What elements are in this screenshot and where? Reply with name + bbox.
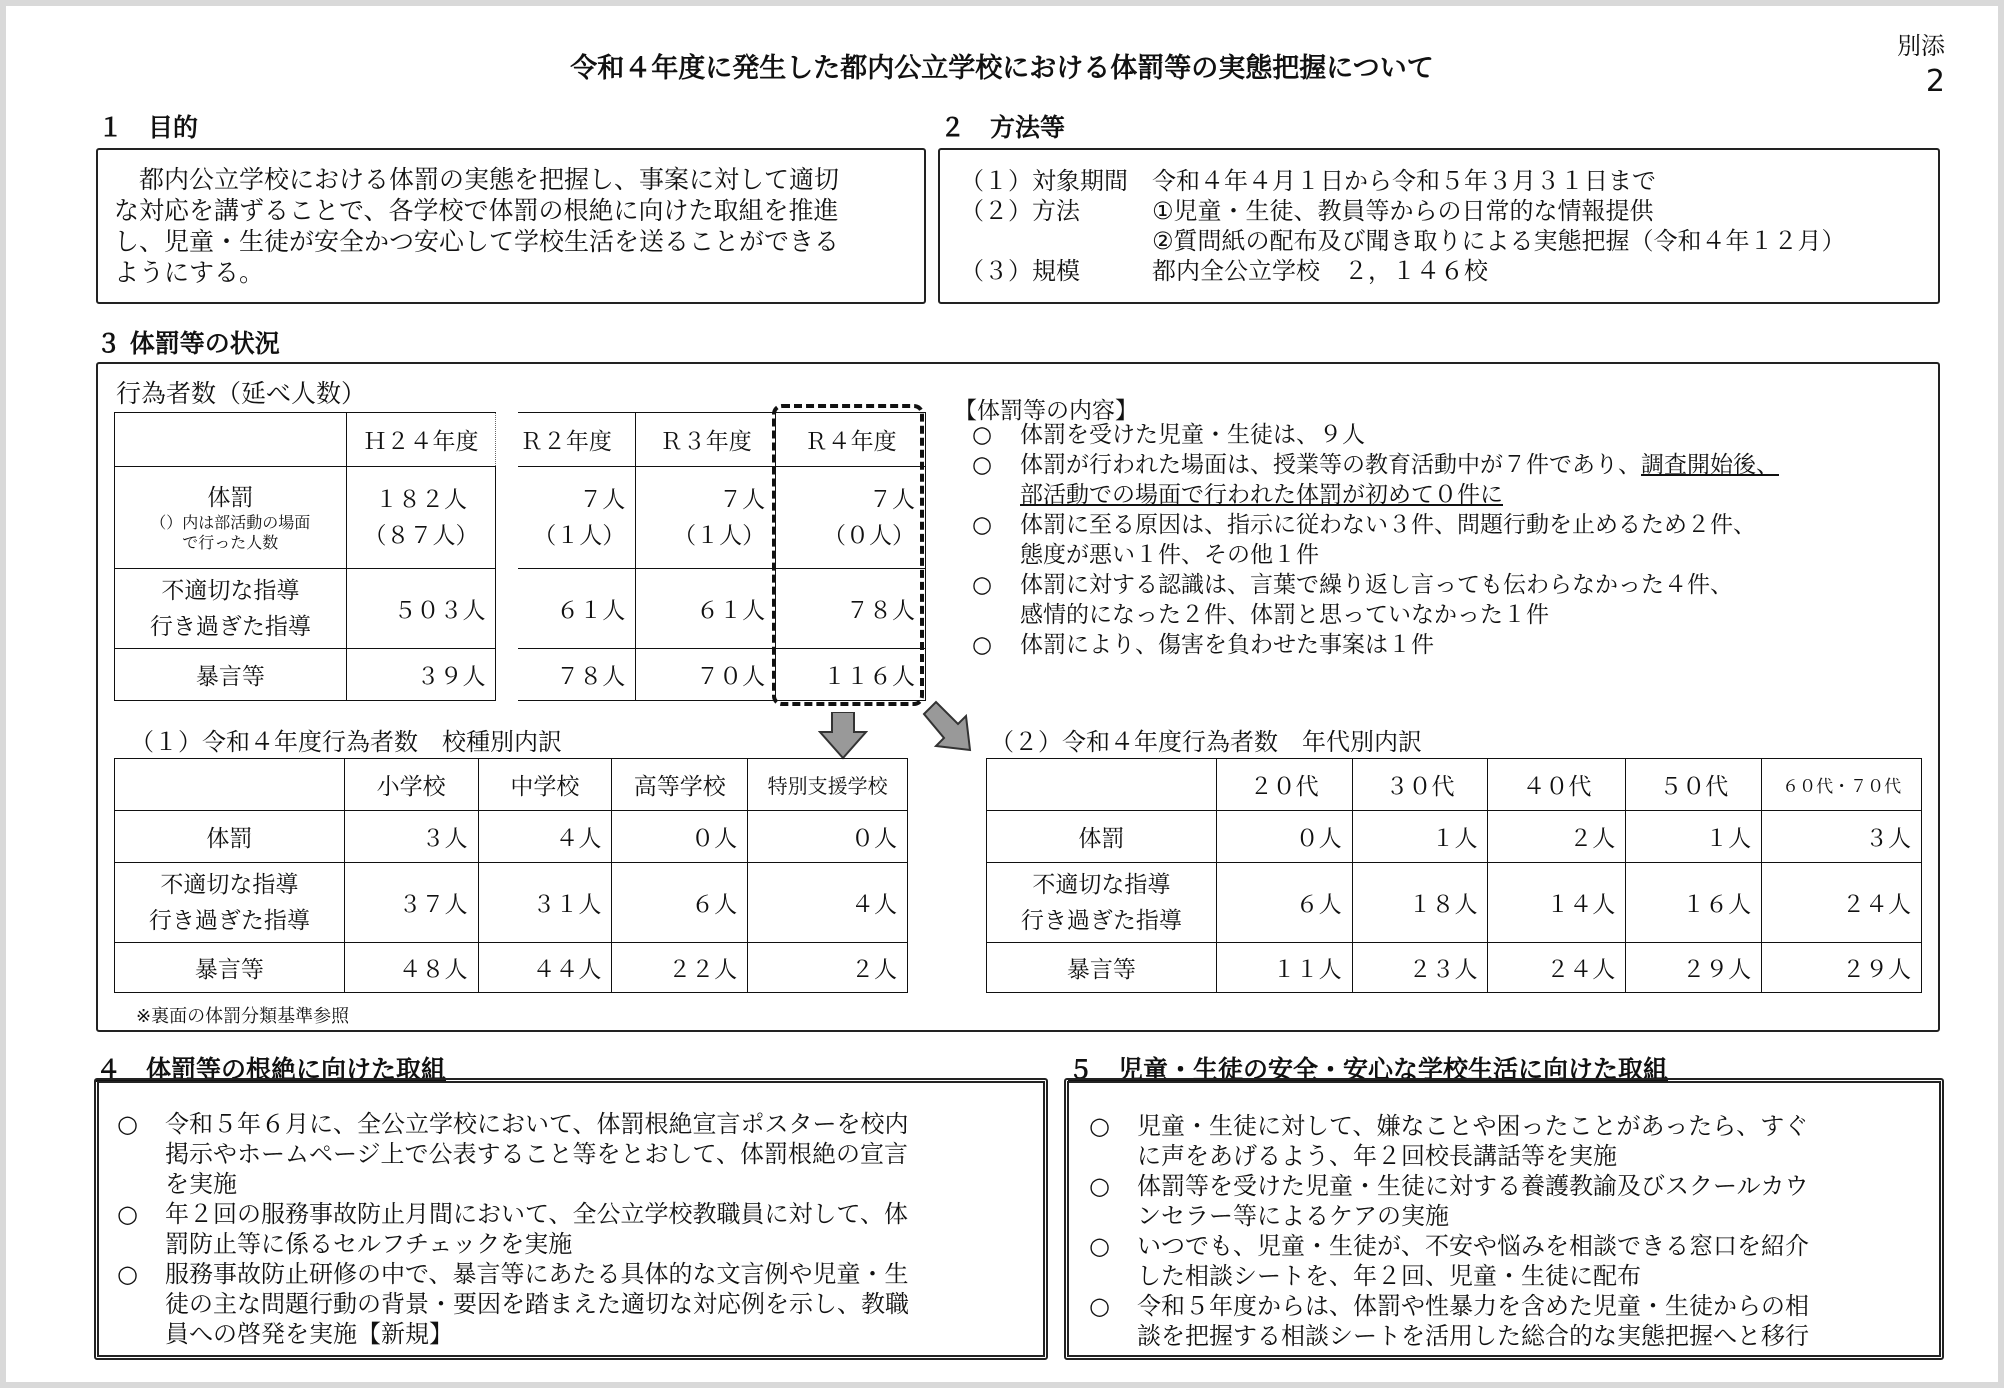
item-line: 員への啓発を実施【新規】 — [165, 1320, 453, 1348]
method-box — [938, 148, 1940, 304]
item-line: に声をあげるよう、年２回校長講話等を実施 — [1137, 1142, 1617, 1170]
row-label-taibatsu — [115, 467, 347, 569]
bullet-icon: ○ — [1089, 1112, 1110, 1140]
document-title: 令和４年度に発生した都内公立学校における体罰等の実態把握について — [570, 53, 1434, 84]
cell: １１６人 — [776, 649, 926, 701]
row-label-bougen: 暴言等 — [115, 649, 347, 701]
cell: ２４人 — [1762, 863, 1922, 943]
label-text: 不適切な指導 — [161, 577, 300, 604]
cell: ６１人 — [636, 569, 776, 649]
content-heading: 【体罰等の内容】 — [954, 398, 1138, 424]
footnote: ※裏面の体罰分類基準参照 — [136, 1006, 350, 1027]
list-item — [1089, 1291, 1929, 1351]
label-note: で行った人数 — [182, 532, 279, 552]
header-60s-70s: ６０代・７０代 — [1762, 759, 1922, 811]
bullet-icon: ○ — [1089, 1172, 1110, 1200]
purpose-box — [96, 148, 926, 304]
item-line: 児童・生徒に対して、嫌なことや困ったことがあったら、すぐ — [1137, 1112, 1809, 1140]
cell: ２人 — [748, 943, 908, 993]
attachment-number: 2 — [1925, 64, 1945, 99]
header-50s: ５０代 — [1626, 759, 1762, 811]
item-line: 体罰を受けた児童・生徒は、９人 — [1020, 422, 1365, 448]
purpose-line: 都内公立学校における体罰の実態を把握し、事案に対して適切 — [114, 165, 840, 194]
label-text: 行き過ぎた指導 — [1020, 907, 1182, 934]
cell: ２９人 — [1762, 943, 1922, 993]
cell: ０人 — [748, 811, 908, 863]
list-item — [117, 1109, 1027, 1199]
purpose-line: な対応を講ずることで、各学校で体罰の根絶に向けた取組を推進 — [114, 196, 839, 225]
item-line: 年２回の服務事故防止月間において、全公立学校教職員に対して、体 — [165, 1200, 909, 1228]
cell: ７８人 — [776, 569, 926, 649]
item-line: 体罰に至る原因は、指示に従わない３件、問題行動を止めるため２件、 — [1020, 512, 1756, 538]
cell-sub: （８７人） — [363, 522, 479, 549]
list-item — [972, 630, 1932, 660]
item-line: 掲示やホームページ上で公表すること等をとおして、体罰根絶の宣言 — [165, 1140, 909, 1168]
row-label — [987, 863, 1217, 943]
cell: ４４人 — [478, 943, 612, 993]
cell-sub: （０人） — [823, 522, 915, 549]
cell: １１人 — [1216, 943, 1352, 993]
label-text: 不適切な指導 — [1032, 871, 1171, 898]
r4-highlight — [772, 404, 924, 706]
header-empty — [987, 759, 1217, 811]
column-gap — [496, 412, 518, 702]
diagonal-arrow-icon — [918, 700, 986, 756]
cell: ６人 — [1216, 863, 1352, 943]
item-line: 徒の主な問題行動の背景・要因を踏まえた適切な対応例を示し、教職 — [165, 1290, 909, 1318]
cell-value: １８２人 — [375, 486, 468, 513]
item-line: 体罰により、傷害を負わせた事案は１件 — [1020, 632, 1434, 658]
cell: １人 — [1626, 811, 1762, 863]
list-item — [117, 1259, 1027, 1349]
list-item — [972, 450, 1932, 510]
item-line: を実施 — [165, 1170, 237, 1198]
efforts-list — [117, 1109, 1027, 1349]
down-arrow-icon — [818, 712, 868, 760]
item-line: 体罰等を受けた児童・生徒に対する養護教諭及びスクールカウ — [1137, 1172, 1809, 1200]
item-line: 談を把握する相談シートを活用した総合的な実態把握へと移行 — [1137, 1322, 1809, 1350]
cell-value: ７人 — [719, 486, 766, 513]
header-r3: Ｒ３年度 — [636, 413, 776, 467]
section-1-heading: １ 目的 — [98, 113, 199, 142]
cell: ７８人 — [496, 649, 636, 701]
item-line: 体罰に対する認識は、言葉で繰り返し言っても伝わらなかった４件、 — [1020, 572, 1733, 598]
row-label-futekisetsu — [115, 569, 347, 649]
attachment-label — [1875, 28, 1945, 100]
item-line: 令和５年６月に、全公立学校において、体罰根絶宣言ポスターを校内 — [165, 1110, 909, 1138]
cell: １８人 — [1352, 863, 1488, 943]
header-r4: Ｒ４年度 — [776, 413, 926, 467]
list-item — [1089, 1171, 1929, 1231]
age-table-title: （２）令和４年度行為者数 年代別内訳 — [990, 728, 1422, 756]
bullet-icon: ○ — [1089, 1292, 1110, 1320]
row-label: 体罰 — [115, 811, 345, 863]
cell: １６人 — [1626, 863, 1762, 943]
cell: ２３人 — [1352, 943, 1488, 993]
safety-list — [1089, 1111, 1929, 1351]
cell: １４人 — [1488, 863, 1626, 943]
method-line: ②質問紙の配布及び聞き取りによる実態把握（令和４年１２月） — [960, 227, 1846, 255]
item-line: 罰防止等に係るセルフチェックを実施 — [165, 1230, 573, 1258]
cell: ２４人 — [1488, 943, 1626, 993]
safety-box — [1064, 1078, 1944, 1360]
item-line: ンセラー等によるケアの実施 — [1137, 1202, 1449, 1230]
bullet-icon: ○ — [972, 512, 993, 538]
cell: ３７人 — [344, 863, 478, 943]
label-text: 行き過ぎた指導 — [148, 907, 310, 934]
bullet-icon: ○ — [117, 1260, 138, 1288]
row-label: 暴言等 — [115, 943, 345, 993]
cell: ３人 — [1762, 811, 1922, 863]
cell: ４人 — [478, 811, 612, 863]
row-label — [115, 863, 345, 943]
list-item — [972, 510, 1932, 570]
header-20s: ２０代 — [1216, 759, 1352, 811]
item-underline: 調査開始後、 — [1641, 452, 1779, 478]
header-r2: Ｒ２年度 — [496, 413, 636, 467]
purpose-text — [114, 164, 839, 288]
list-item — [117, 1199, 1027, 1259]
content-list — [972, 420, 1932, 660]
method-text — [960, 166, 1846, 286]
section-4-heading: ４ 体罰等の根絶に向けた取組 — [96, 1055, 447, 1084]
cell: ７０人 — [636, 649, 776, 701]
cell: ６１人 — [496, 569, 636, 649]
cell: ２９人 — [1626, 943, 1762, 993]
cell: ６人 — [612, 863, 748, 943]
table-title: 行為者数（延べ人数） — [116, 379, 367, 408]
cell: ２２人 — [612, 943, 748, 993]
cell: ３９人 — [346, 649, 496, 701]
bullet-icon: ○ — [1089, 1232, 1110, 1260]
bullet-icon: ○ — [117, 1200, 138, 1228]
item-underline: 部活動での場面で行われた体罰が初めて０件に — [1020, 482, 1503, 508]
cell: ０人 — [1216, 811, 1352, 863]
purpose-line: ようにする。 — [114, 258, 265, 287]
cell-sub: （１人） — [673, 522, 766, 549]
header-junior-high: 中学校 — [478, 759, 612, 811]
list-item — [972, 420, 1932, 450]
header-empty — [115, 759, 345, 811]
list-item — [972, 570, 1932, 630]
cell — [346, 467, 496, 569]
label-text: 不適切な指導 — [160, 871, 299, 898]
header-empty — [115, 413, 347, 467]
cell: ０人 — [612, 811, 748, 863]
item-line: 態度が悪い１件、その他１件 — [1020, 542, 1319, 568]
cell: ５０３人 — [346, 569, 496, 649]
list-item — [1089, 1231, 1929, 1291]
cell-value: ７人 — [579, 486, 626, 513]
cell: １人 — [1352, 811, 1488, 863]
row-label: 体罰 — [987, 811, 1217, 863]
item-line: いつでも、児童・生徒が、不安や悩みを相談できる窓口を紹介 — [1137, 1232, 1809, 1260]
bullet-icon: ○ — [972, 632, 993, 658]
item-line: した相談シートを、年２回、児童・生徒に配布 — [1137, 1262, 1641, 1290]
attachment-text: 別添 — [1897, 32, 1945, 60]
cell: ４人 — [748, 863, 908, 943]
method-line: （２）方法 ①児童・生徒、教員等からの日常的な情報提供 — [960, 197, 1654, 225]
section-2-heading: ２ 方法等 — [940, 113, 1066, 142]
header-30s: ３０代 — [1352, 759, 1488, 811]
cell-sub: （１人） — [533, 522, 626, 549]
method-line: （３）規模 都内全公立学校 ２，１４６校 — [960, 257, 1488, 285]
bullet-icon: ○ — [972, 422, 993, 448]
cell-value: ７人 — [869, 486, 915, 513]
section-5-heading: ５ 児童・生徒の安全・安心な学校生活に向けた取組 — [1068, 1055, 1669, 1084]
school-table — [114, 758, 908, 993]
row-label: 暴言等 — [987, 943, 1217, 993]
item-line: 令和５年度からは、体罰や性暴力を含めた児童・生徒からの相 — [1137, 1292, 1809, 1320]
age-table — [986, 758, 1922, 993]
header-h24: Ｈ２４年度 — [346, 413, 496, 467]
header-40s: ４０代 — [1488, 759, 1626, 811]
cell: ３１人 — [478, 863, 612, 943]
header-high: 高等学校 — [612, 759, 748, 811]
purpose-line: し、児童・生徒が安全かつ安心して学校生活を送ることができる — [114, 227, 840, 256]
item-line: 感情的になった２件、体罰と思っていなかった１件 — [1020, 602, 1549, 628]
section-3-heading: ３ 体罰等の状況 — [96, 329, 280, 358]
header-special: 特別支援学校 — [748, 759, 908, 811]
label-note: （）内は部活動の場面 — [150, 512, 311, 532]
bullet-icon: ○ — [972, 452, 993, 478]
efforts-box — [94, 1078, 1048, 1360]
cell: ４８人 — [344, 943, 478, 993]
cell — [636, 467, 776, 569]
header-elementary: 小学校 — [344, 759, 478, 811]
cell: ３人 — [344, 811, 478, 863]
bullet-icon: ○ — [972, 572, 993, 598]
bullet-icon: ○ — [117, 1110, 138, 1138]
label-text: 体罰 — [207, 484, 254, 511]
item-line: 体罰が行われた場面は、授業等の教育活動中が７件であり、 — [1020, 452, 1641, 478]
school-table-title: （１）令和４年度行為者数 校種別内訳 — [130, 728, 562, 756]
label-text: 行き過ぎた指導 — [149, 613, 311, 640]
item-line: 服務事故防止研修の中で、暴言等にあたる具体的な文言例や児童・生 — [165, 1260, 909, 1288]
method-line: （１）対象期間 令和４年４月１日から令和５年３月３１日まで — [960, 167, 1656, 195]
list-item — [1089, 1111, 1929, 1171]
cell: ２人 — [1488, 811, 1626, 863]
